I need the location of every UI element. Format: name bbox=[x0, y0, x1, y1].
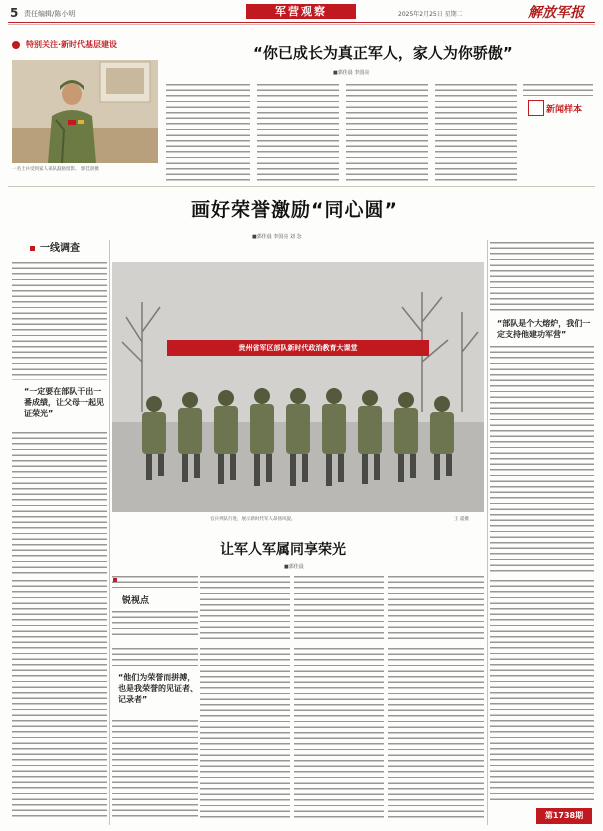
banner-dot-icon bbox=[12, 41, 20, 49]
march-photo-credit: 王 震摄 bbox=[454, 517, 469, 522]
article1-byline: ■郭佳晨 李国亮 bbox=[333, 70, 370, 76]
article1-column-3 bbox=[346, 84, 428, 182]
header-rule-thin bbox=[8, 24, 595, 25]
comment-text-2 bbox=[200, 576, 290, 640]
article2-byline: ■郭佳晨 bbox=[284, 564, 304, 570]
column-rule-left bbox=[109, 240, 110, 825]
special-banner bbox=[12, 38, 176, 52]
soldier-photo bbox=[12, 60, 158, 163]
article1-column-2 bbox=[257, 84, 339, 182]
section-divider bbox=[8, 186, 595, 187]
sidebar-text-1 bbox=[12, 262, 107, 380]
right-text-2 bbox=[490, 346, 594, 574]
new-book-label: 新闻样本 bbox=[546, 105, 583, 115]
column-title: 军营观察 bbox=[246, 4, 356, 19]
new-book-icon bbox=[528, 100, 544, 116]
column-rule-right bbox=[487, 240, 488, 825]
page-number: 5 bbox=[10, 6, 19, 20]
march-photo bbox=[112, 262, 484, 512]
main-headline: 画好荣誉激励“同心圆” bbox=[191, 199, 398, 221]
article2-column-3 bbox=[294, 648, 384, 820]
right-text-1 bbox=[490, 242, 594, 314]
issue-date: 2025年2月25日 星期二 bbox=[398, 11, 463, 18]
article1-column-4 bbox=[435, 84, 517, 182]
article1-column-5 bbox=[523, 84, 593, 96]
right-text-3 bbox=[490, 580, 594, 802]
newspaper-logo: 解放军报 bbox=[528, 5, 584, 21]
sidebar-text-2 bbox=[12, 432, 107, 574]
comment-intro-text bbox=[112, 611, 198, 639]
sidebar-title: 一线调查 bbox=[40, 243, 80, 254]
comment-text-4 bbox=[388, 576, 484, 640]
banner-text: 特别关注·新时代基层建设 bbox=[26, 40, 118, 49]
article2-column-4 bbox=[388, 648, 484, 820]
comment-label: 锐视点 bbox=[122, 596, 150, 606]
article1-headline: “你已成长为真正军人，家人为你骄傲” bbox=[253, 44, 513, 62]
article1-column-1 bbox=[166, 84, 250, 182]
comment-text-3 bbox=[294, 576, 384, 640]
march-photo-banner: 贵州省军区部队新时代政治教育大课堂 bbox=[238, 344, 358, 352]
issue-badge: 第1738期 bbox=[536, 808, 592, 824]
march-photo-caption: 官兵列队行进，展示新时代军人昂扬风貌。 bbox=[210, 517, 296, 522]
sidebar-marker bbox=[30, 246, 35, 251]
comment-top-text bbox=[112, 576, 198, 588]
right-quote-2: “部队是个大熔炉，我们一定支持他建功军营” bbox=[497, 319, 591, 339]
article2-column-1b bbox=[112, 720, 198, 820]
article2-quote-3: “他们为荣誉而拼搏，也是我荣誉的见证者、记录者” bbox=[118, 673, 198, 704]
article2-headline: 让军人军属同享荣光 bbox=[220, 542, 346, 558]
main-byline: ■郭佳晨 李国亮 刘 念 bbox=[252, 234, 302, 240]
article2-column-1a bbox=[112, 648, 198, 668]
sidebar-text-3 bbox=[12, 580, 107, 820]
section-label: 责任编辑/陈小明 bbox=[24, 10, 76, 18]
article2-column-2 bbox=[200, 648, 290, 820]
sidebar-quote-1: “一定要在部队干出一番成绩，让父母一起见证荣光” bbox=[24, 387, 104, 418]
soldier-photo-caption: 一名士兵受到家人来队鼓励留影。 郭佳晨摄 bbox=[12, 167, 99, 172]
header-rule bbox=[8, 22, 595, 23]
